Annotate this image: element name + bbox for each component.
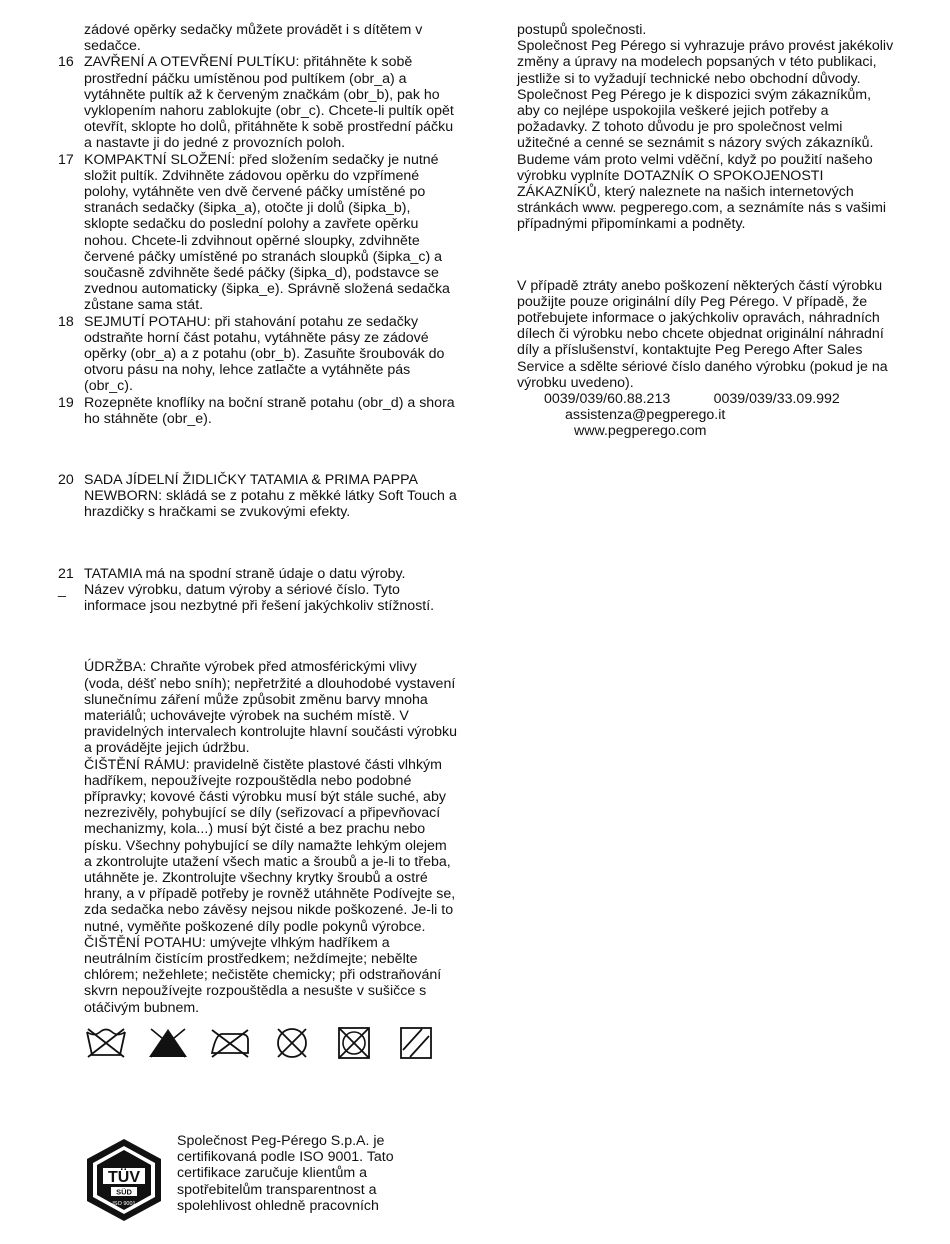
item-number: 18 [58,313,74,330]
no-iron-icon [208,1026,252,1060]
item-text: TATAMIA má na spodní straně údaje o datu výroby. [84,565,406,582]
customer-survey-text: Společnost Peg Pérego je k dispozici svým zákazníkům, aby co nejlépe uspokojila veškeré jejich potřeby a požadavky. Z tohoto důvodu je pro společnost velmi užitečné a cenné se seznámit s názory svých zákazníků. Budeme vám proto velmi vděční, když po použití našeho výrobku vyplníte DOTAZNÍK O SPOKOJENOSTI ZÁKAZNÍKŮ, který naleznete na našich internetových stránkách www. pegperego.com, a seznámíte nás s vašimi případnými připomínkami a podněty. [517,86,887,233]
wash-30-icon [84,1026,128,1060]
item-number: 21 [58,565,74,582]
website-url: www.pegperego.com [574,423,707,440]
no-tumble-dry-icon [332,1026,376,1060]
item-number: 19 [58,394,74,411]
item-text: Rozepněte knoflíky na boční straně potahu (obr_d) a shora ho stáhněte (obr_e). [84,394,455,427]
list-item [58,314,458,395]
company-text: postupů společnosti. [517,22,647,38]
seal-iso-text: ISO 9001 [112,1201,136,1207]
cover-cleaning-text: ČIŠTĚNÍ POTAHU: umývejte vlhkým hadříkem a neutrálním čistícím prostředkem; neždímejte; nebělte chlórem; nežehlete; nečistěte chemicky; při odstraňování skvrn nepoužívejte rozpouštědla a nesušte v sušičce s otáčivým bubnem. [84,934,442,1016]
item-text: Název výrobku, datum výroby a sériové číslo. Tyto informace jsou nezbytné při řešení jakýchkoliv stížností. [84,581,435,615]
item-number: 16 [58,54,74,71]
maintenance-section [58,659,458,1059]
dry-flat-icon [394,1026,438,1060]
list-item [58,566,458,582]
maintenance-text: ÚDRŽBA: Chraňte výrobek před atmosférickými vlivy (voda, déšť nebo sníh); nepřetržité a dlouhodobé vystavení slunečnímu záření může způsobit změnu barvy mnoha materiálů; uchovávejte výrobek na suchém místě. V pravidelných intervalech kontrolujte hlavní součásti výrobku a provádějte jejich údržbu. [84,659,458,757]
no-dry-clean-icon [270,1026,314,1060]
changes-reserved-text: Společnost Peg Pérego si vyhrazuje právo provést jakékoliv změny a úpravy na modelech popsaných v této publikaci, jestliže si to vyžadují technické nebo obchodní důvody. [517,38,894,87]
right-column [517,22,897,440]
list-item [58,472,458,521]
seal-sud-text: SÜD [116,1187,132,1197]
item-marker: _ [58,581,66,598]
fax-number: 0039/039/33.09.992 [713,391,840,408]
list-item [58,152,458,314]
seal-tuv-text: TÜV [108,1169,140,1186]
list-item-continuation [58,582,458,614]
frame-cleaning-text: ČIŠTĚNÍ RÁMU: pravidelně čistěte plastové části vlhkým hadříkem, nepoužívejte rozpouštědla nebo podobné přípravky; kovové části výrobku musí být stále suché, aby nezrezivěly, pohybující se díly (seřizovací a připevňovací mechanizmy, kola...) musí být čisté a bez prachu nebo písku. Všechny pohybující se díly namažte lehkým olejem a zkontrolujte utažení všech matic a šroubů a je-li to třeba, utáhněte je. Zkontrolujte všechny krytky šroubů a ostré hrany, a v případě potřeby je rovněž utáhněte Podívejte se, zda sedačka nebo závěsy nejsou nikde poškozené. Je-li to nutné, vyměňte poškozené díly podle pokynů výrobce. [84,756,456,935]
spare-parts-text: V případě ztráty anebo poškození některých částí výrobku použijte pouze originální díly Peg Pérego. V případě, že potřebujete informace o jakýchkoliv opravách, náhradních dílech či výrobku nebo chcete objednat originální náhradní díly a příslušenství, kontaktujte Peg Perego After Sales Service a sdělte sériové číslo daného výrobku (pokud je na výrobku uvedeno). [517,277,888,391]
item-text: KOMPAKTNÍ SLOŽENÍ: před složením sedačky je nutné složit pultík. Zdvihněte zádovou opěrku do vzpřímené polohy, vytáhněte ven dvě červené páčky umístěné po stranách sedačky (šipka_a), otočte ji dolů (šipka_b), sklopte sedačku do poslední polohy a zavřete opěrku nohou. Chcete-li zdvihnout opěrné sloupky, zdvihněte červené páčky umístěné po stranách sloupků (šipka_c) a současně zdvihněte šedé páčky (šipka_d), podstavce se zvednou automaticky (šipka_e). Správně složená sedačka zůstane sama stát. [84,151,450,314]
phone-numbers [517,391,897,407]
continuation-text: zádové opěrky sedačky můžete provádět i s dítětem v sedačce. [84,22,423,55]
list-item [58,395,458,427]
item-number: 17 [58,151,74,168]
support-email: assistenza@pegperego.it [565,407,726,424]
care-symbols [84,1026,458,1060]
item-text: SEJMUTÍ POTAHU: při stahování potahu ze sedačky odstraňte horní část potahu, vytáhněte pásy ze zádové opěrky (obr_a) a z potahu (obr_b). Zasuňte šroubovák do otvoru pásu na nohy, lehce zatlačte a vytáhněte pás (obr_c). [84,313,445,395]
list-item [58,54,458,151]
item-text: SADA JÍDELNÍ ŽIDLIČKY TATAMIA & PRIMA PAPPA NEWBORN: skládá se z potahu z měkké látky Soft Touch a hrazdičky s hračkami se zvukovými efekty. [84,472,457,521]
phone-number: 0039/039/60.88.213 [544,391,671,408]
item-number: 20 [58,472,74,489]
left-column [58,22,458,1060]
no-bleach-icon [146,1026,190,1060]
certification-block [84,1133,414,1223]
certification-text: Společnost Peg-Pérego S.p.A. je certifikovaná podle ISO 9001. Tato certifikace zaručuje klientům a spotřebitelům transparentnost a spolehlivost ohledně pracovních [177,1133,394,1214]
item-text: ZAVŘENÍ A OTEVŘENÍ PULTÍKU: přitáhněte k sobě prostřední páčku umístěnou pod pultíkem (obr_a) a vytáhněte pultík až k červeným značkám (obr_b), pak ho vyklopením nahoru zablokujte (obr_c). Chcete-li pultík opět otevřít, sklopte ho dolů, přitáhněte k sobě prostřední páčku a nastavte ji do jedné z provozních poloh. [84,54,454,152]
tuv-sud-iso-9001-seal-icon [84,1137,164,1223]
